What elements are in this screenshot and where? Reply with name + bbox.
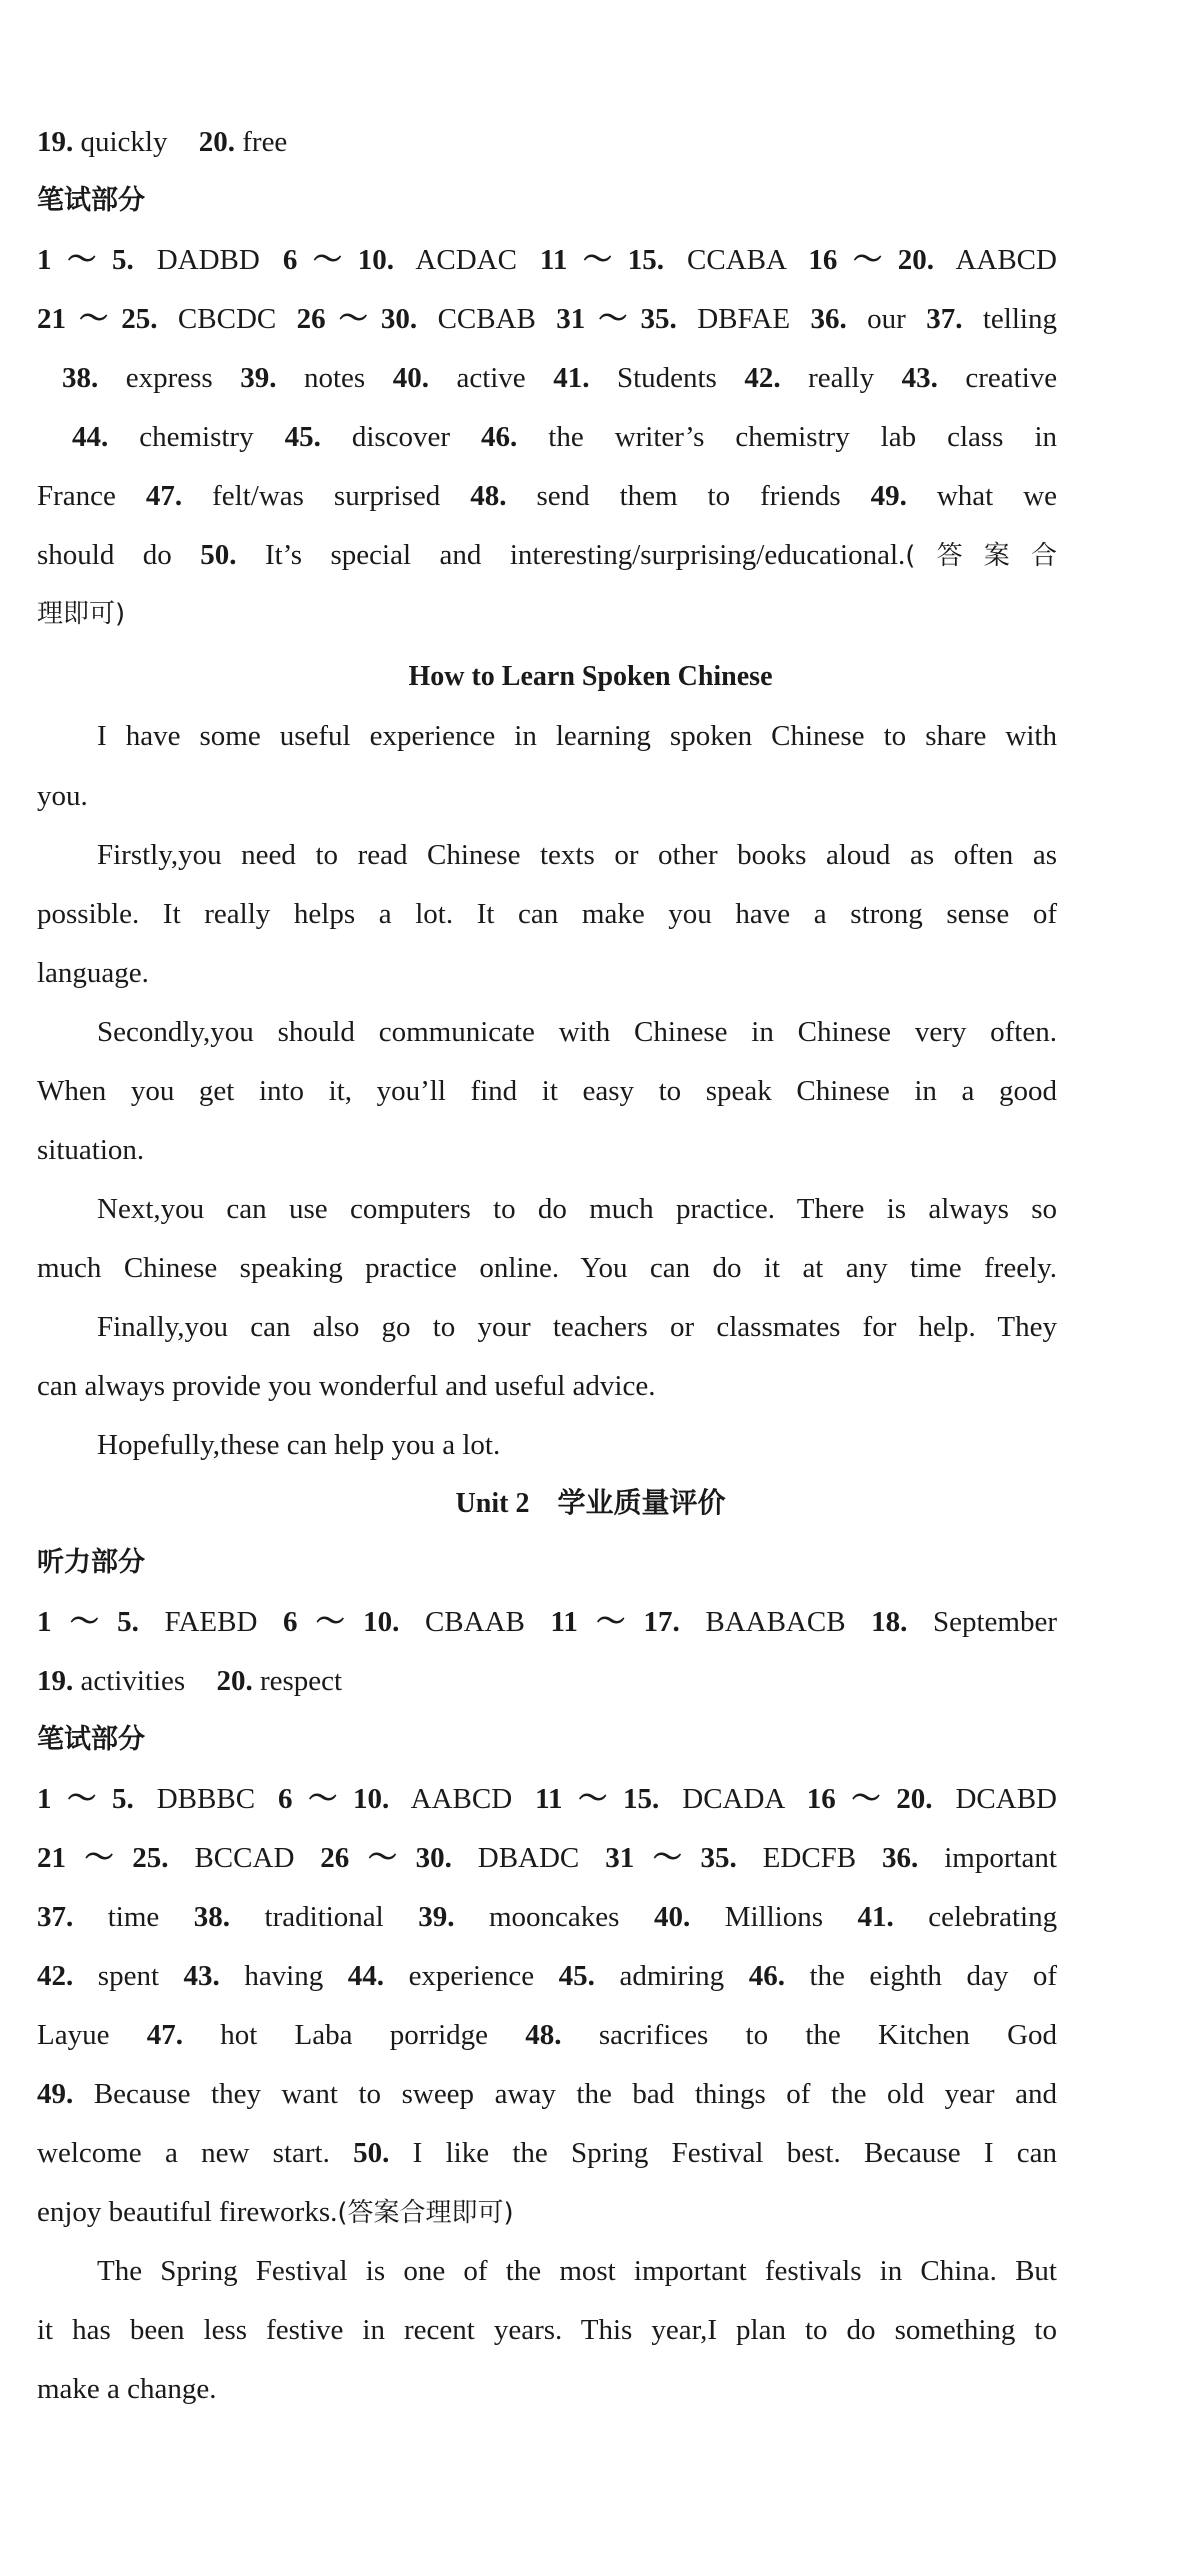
essay-line: Finally,you can also go to your teachers or classmates for help. They (97, 1311, 1057, 1343)
question-number: 20. (198, 126, 235, 158)
answer-line: 37. time 38. traditional 39. mooncakes 40. Millions 41. celebrating (37, 1901, 1058, 1933)
essay-line: I have some useful experience in learning spoken Chinese to share with (97, 720, 1057, 752)
answer-line: 38. express 39. notes 40. active 41. Students 42. really 43. creative (62, 362, 1058, 394)
answer-line: 1～5. FAEBD 6～10. CBAAB 11～17. BAABACB 18. September (37, 1606, 1057, 1638)
essay-line: When you get into it, you’ll find it easy to speak Chinese in a good (37, 1075, 1057, 1107)
essay-line: you. (37, 780, 88, 812)
answer-line: 42. spent 43. having 44. experience 45. admiring 46. the eighth day of (37, 1960, 1058, 1992)
essay-line: make a change. (37, 2373, 217, 2405)
essay-line: language. (37, 957, 149, 989)
essay-line: Hopefully,these can help you a lot. (97, 1429, 501, 1461)
written-section-heading: 笔试部分 (37, 185, 145, 216)
answer-text: free (242, 126, 288, 158)
answer-line: enjoy beautiful fireworks.(答案合理即可) (37, 2196, 514, 2228)
answer-line: 19. activities 20. respect (37, 1665, 343, 1697)
essay-line: Next,you can use computers to do much practice. There is always so (97, 1193, 1057, 1225)
answer-text: quickly (80, 126, 168, 158)
answer-line: should do 50. It’s special and interesting/surprising/educational.(答案合 (37, 539, 1058, 571)
essay-line: situation. (37, 1134, 145, 1166)
answer-line: 49. Because they want to sweep away the bad things of the old year and (37, 2078, 1058, 2110)
answer-note: 理即可) (37, 599, 126, 629)
essay-line: Secondly,you should communicate with Chinese in Chinese very often. (97, 1016, 1057, 1048)
question-number: 19. (37, 126, 74, 158)
answer-line: France 47. felt/was surprised 48. send them to friends 49. what we (37, 480, 1058, 512)
answer-line: 1～5. DADBD 6～10. ACDAC 11～15. CCABA 16～20. AABCD (37, 244, 1057, 276)
essay-line: The Spring Festival is one of the most important festivals in China. But (97, 2255, 1057, 2287)
answer-line: 21～25. CBCDC 26～30. CCBAB 31～35. DBFAE 36. our 37. telling (37, 303, 1057, 335)
answer-line: welcome a new start. 50. I like the Spring Festival best. Because I can (37, 2137, 1058, 2169)
answer-line: 44. chemistry 45. discover 46. the writer’s chemistry lab class in (72, 421, 1058, 453)
essay-line: it has been less festive in recent years. This year,I plan to do something to (37, 2314, 1057, 2346)
answer-line: 21～25. BCCAD 26～30. DBADC 31～35. EDCFB 36. important (37, 1842, 1057, 1874)
essay-line: Firstly,you need to read Chinese texts or other books aloud as often as (97, 839, 1057, 871)
answer-line: 1～5. DBBBC 6～10. AABCD 11～15. DCADA 16～20. DCABD (37, 1783, 1057, 1815)
listening-section-heading: 听力部分 (37, 1547, 145, 1578)
unit-title: Unit 2 学业质量评价 (455, 1488, 726, 1519)
answer-line (37, 122, 1057, 162)
written-section-heading: 笔试部分 (37, 1724, 145, 1755)
answer-line: Layue 47. hot Laba porridge 48. sacrifices to the Kitchen God (37, 2019, 1058, 2051)
essay-line: possible. It really helps a lot. It can make you have a strong sense of (37, 898, 1057, 930)
essay-line: can always provide you wonderful and useful advice. (37, 1370, 656, 1402)
essay-line: much Chinese speaking practice online. You can do it at any time freely. (37, 1252, 1057, 1284)
essay-title: How to Learn Spoken Chinese (408, 661, 773, 692)
